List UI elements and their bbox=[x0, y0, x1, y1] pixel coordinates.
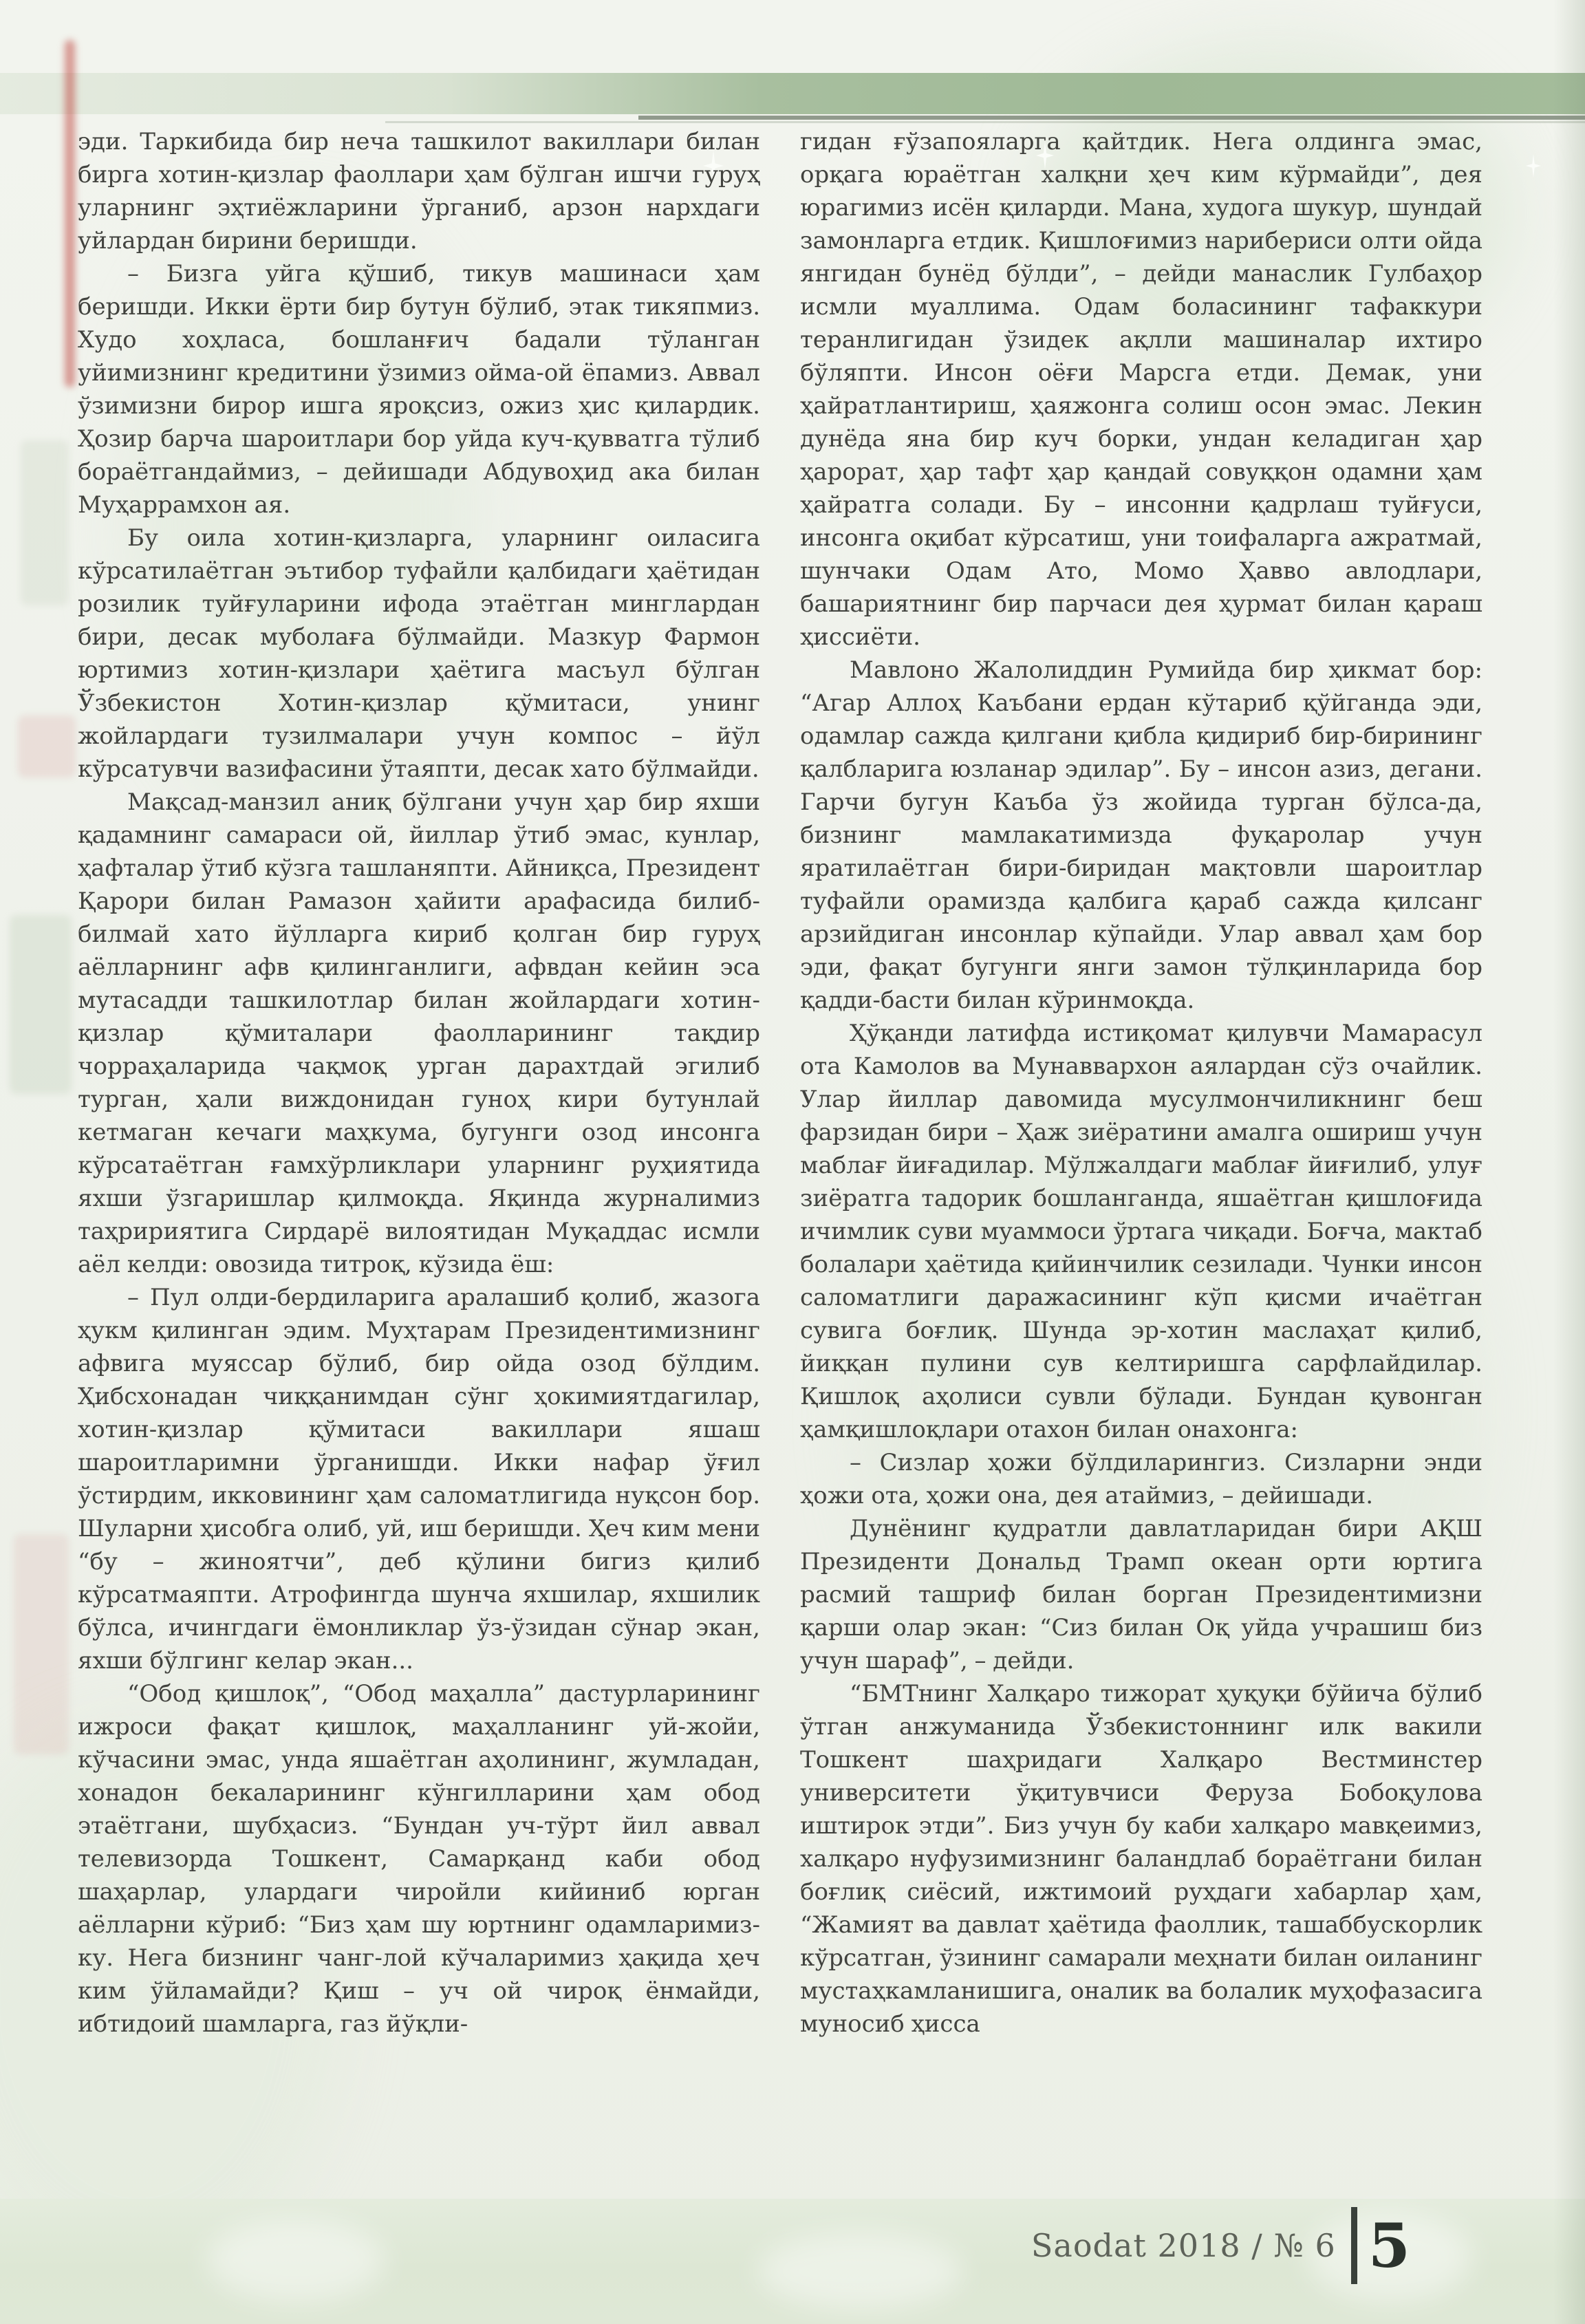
paragraph: – Сизлар ҳожи бўлдиларингиз. Сизларни энди ҳожи ота, ҳожи она, дея атаймиз, – дейишади. bbox=[800, 1449, 1482, 1509]
top-decorative-band bbox=[0, 73, 1585, 114]
paragraph: эди. Таркибида бир неча ташкилот вакиллари билан бирга хотин-қизлар фаоллари ҳам бўлган ишчи гуруҳ уларнинг эҳтиёжларини ўрганиб, арзон нархдаги уйлардан бирини беришди. bbox=[78, 128, 760, 255]
paragraph: Дунёнинг қудратли давлатларидан бири АҚШ Президенти Дональд Трамп океан орти юртига расмий ташриф билан борган Президентимизни қарши олар экан: “Сиз билан Оқ уйда учрашиш биз учун шараф”, – дейди. bbox=[800, 1515, 1482, 1675]
paragraph: “БМТнинг Халқаро тижорат ҳуқуқи бўйича бўлиб ўтган анжуманида Ўзбекистоннинг илк вакили Тошкент шаҳридаги Халқаро Вестминстер университети ўқитувчиси Феруза Бобоқулова иштирок этди”. Биз учун бу каби халқаро мавқеимиз, халқаро нуфузимизнинг баландлаб бораётгани билан боғлиқ сиёсий, ижтимоий руҳдаги хабарлар ҳам, “Жамият ва давлат ҳаётида фаоллик, ташаббускорлик кўрсатган, ўзининг самарали меҳнати билан оиланинг мустаҳкамланишига, оналик ва болалик муҳофазасига муносиб ҳисса bbox=[800, 1680, 1482, 2038]
footer-divider-bar bbox=[1351, 2207, 1357, 2284]
paragraph: Ҳўқанди латифда истиқомат қилувчи Мамарасул ота Камолов ва Мунаввархон аялардан сўз очайлик. Улар йиллар давомида мусулмончиликнинг беш фарзидан бири – Ҳаж зиёратини амалга ошириш учун маблағ йиғадилар. Мўлжалдаги маблағ йиғилиб, улуғ зиёратга тадорик бошланганда, яшаётган қишлоғида ичимлик суви муаммоси ўртага чиқади. Боғча, мактаб болалари ҳаётида қийинчилик сезилади. Чунки инсон саломатлиги даражасининг кўп қисми ичаётган сувига боғлиқ. Шунда эр-хотин маслаҳат қилиб, йиққан пулини сув келтиришга сарфлайдилар. Қишлоқ аҳолиси сувли бўлади. Бундан қувонган ҳамқишлоқлари отахон билан онахонга: bbox=[800, 1020, 1482, 1443]
article-column-right bbox=[800, 125, 1482, 2217]
page-number: 5 bbox=[1368, 2210, 1410, 2281]
top-divider-line-secondary bbox=[385, 121, 1585, 123]
ink-bleed-mark bbox=[10, 915, 72, 1094]
paragraph: Мавлоно Жалолиддин Румийда бир ҳикмат бор: “Агар Аллоҳ Каъбани ердан кўтариб қўйганда эди, одамлар сажда қилгани қибла қидириб бир-бирининг қалбларига юзланар эдилар”. Бу – инсон азиз, дегани. Гарчи бугун Каъба ўз жойида турган бўлса-да, бизнинг мамлакатимизда фуқаролар учун яратилаётган бири-биридан мақтовли шароитлар туфайли орамизда қалбига қараб сажда қилсанг арзийдиган инсонлар кўпайди. Улар аввал ҳам бор эди, фақат бугунги янги замон тўлқинларида бор қадди-басти билан кўринмоқда. bbox=[800, 656, 1482, 1014]
sparkle-star-icon bbox=[1526, 154, 1541, 177]
paragraph: гидан ғўзапояларга қайтдик. Нега олдинга эмас, орқага юраётган халқни ҳеч ким кўрмайди”, дея юрагимиз исён қиларди. Мана, худога шукур, шундай замонларга етдик. Қишлоғимиз нарибериси олти ойда янгидан бунёд бўлди”, – дейди манаслик Гулбаҳор исмли муаллима. Одам боласининг тафаккури теранлигидан ўзидек ақлли машиналар ихтиро бўляпти. Инсон оёғи Марсга етди. Демак, уни ҳайратлантириш, ҳаяжонга солиш осон эмас. Лекин дунёда яна бир куч борки, ундан келадиган ҳар ҳарорат, ҳар тафт ҳар қандай совуққон одамни ҳам ҳайратга солади. Бу – инсонни қадрлаш туйғуси, инсонга оқибат кўрсатиш, уни тоифаларга ажратмай, шунчаки Одам Ато, Момо Ҳавво авлодлари, башариятнинг бир парчаси дея ҳурмат билан қараш ҳиссиёти. bbox=[800, 128, 1482, 651]
article-body bbox=[78, 125, 1482, 2217]
ink-bleed-mark bbox=[18, 716, 76, 777]
top-divider-line bbox=[638, 116, 1585, 120]
ink-bleed-mark bbox=[14, 1534, 69, 1754]
paragraph: – Бизга уйга қўшиб, тикув машинаси ҳам беришди. Икки ёрти бир бутун бўлиб, этак тикяпмиз. Худо хоҳласа, бошланғич бадали тўланган уйимизнинг кредитини ўзимиз ойма-ой ёпамиз. Аввал ўзимизни бирор ишга яроқсиз, ожиз ҳис қилардик. Ҳозир барча шароитлари бор уйда куч-қувватга тўлиб бораётгандаймиз, – дейишади Абдувоҳид ака билан Муҳаррамхон ая. bbox=[78, 260, 760, 519]
paragraph: Бу оила хотин-қизларга, уларнинг оиласига кўрсатилаётган эътибор туфайли қалбидаги ҳаётидан розилик туйғуларини ифода этаётган минглардан бири, десак муболаға бўлмайди. Мазкур Фармон юртимиз хотин-қизлари ҳаётига масъул бўлган Ўзбекистон Хотин-қизлар қўмитаси, унинг жойлардаги тузилмалари учун компос – йўл кўрсатувчи вазифасини ўтаяпти, десак хато бўлмайди. bbox=[78, 524, 760, 783]
journal-issue-label: Saodat 2018 / № 6 bbox=[1031, 2227, 1336, 2264]
page-footer bbox=[0, 2200, 1410, 2291]
paragraph: “Обод қишлоқ”, “Обод маҳалла” дастурларининг ижроси фақат қишлоқ, маҳалланинг уй-жойи, кўчасини эмас, унда яшаётган аҳолининг, жумладан, хонадон бекаларининг кўнгилларини ҳам обод этаётгани, шубҳасиз. “Бундан уч-тўрт йил аввал телевизорда Тошкент, Самарқанд каби обод шаҳарлар, улардаги чиройли кийиниб юрган аёлларни кўриб: “Биз ҳам шу юртнинг одамларимиз-ку. Нега бизнинг чанг-лой кўчаларимиз ҳақида ҳеч ким ўйламайди? Қиш – уч ой чироқ ёнмайди, ибтидоий шамларга, газ йўқли- bbox=[78, 1680, 760, 2038]
article-column-left bbox=[78, 125, 760, 2217]
paragraph: – Пул олди-бердиларига аралашиб қолиб, жазога ҳукм қилинган эдим. Муҳтарам Президентимизнинг афвига муяссар бўлиб, бир ойда озод бўлдим. Ҳибсхонадан чиққанимдан сўнг ҳокимиятдагилар, хотин-қизлар қўмитаси вакиллари яшаш шароитларимни ўрганишди. Икки нафар ўғил ўстирдим, икковининг ҳам саломатлигида нуқсон бор. Шуларни ҳисобга олиб, уй, иш беришди. Ҳеч ким мени “бу – жиноятчи”, деб қўлини бигиз қилиб кўрсатмаяпти. Атрофингда шунча яхшилар, яхшилик бўлса, ичингдаги ёмонликлар ўз-ўзидан сўнар экан, яхши бўлгинг келар экан... bbox=[78, 1284, 760, 1675]
scan-edge-shadow bbox=[1553, 0, 1585, 2324]
ink-bleed-mark bbox=[21, 440, 69, 605]
paragraph: Мақсад-манзил аниқ бўлгани учун ҳар бир яхши қадамнинг самараси ой, йиллар ўтиб эмас, кунлар, ҳафталар ўтиб кўзга ташланяпти. Айниқса, Президент Қарори билан Рамазон ҳайити арафасида билиб-билмай хато йўлларга кириб қолган бир гуруҳ аёлларнинг афв қилинганлиги, афвдан кейин эса мутасадди ташкилотлар билан жойлардаги хотин-қизлар қўмиталари фаолларининг тақдир чорраҳаларида чақмоқ урган дарахтдай эгилиб турган, ҳали виждонидан гуноҳ кири бутунлай кетмаган кечаги маҳкума, бугунги озод инсонга кўрсатаётган ғамхўрликлари уларнинг руҳиятида яхши ўзгаришлар қилмоқда. Яқинда журналимиз таҳририятига Сирдарё вилоятидан Муқаддас исмли аёл келди: овозида титроқ, кўзида ёш: bbox=[78, 788, 760, 1278]
